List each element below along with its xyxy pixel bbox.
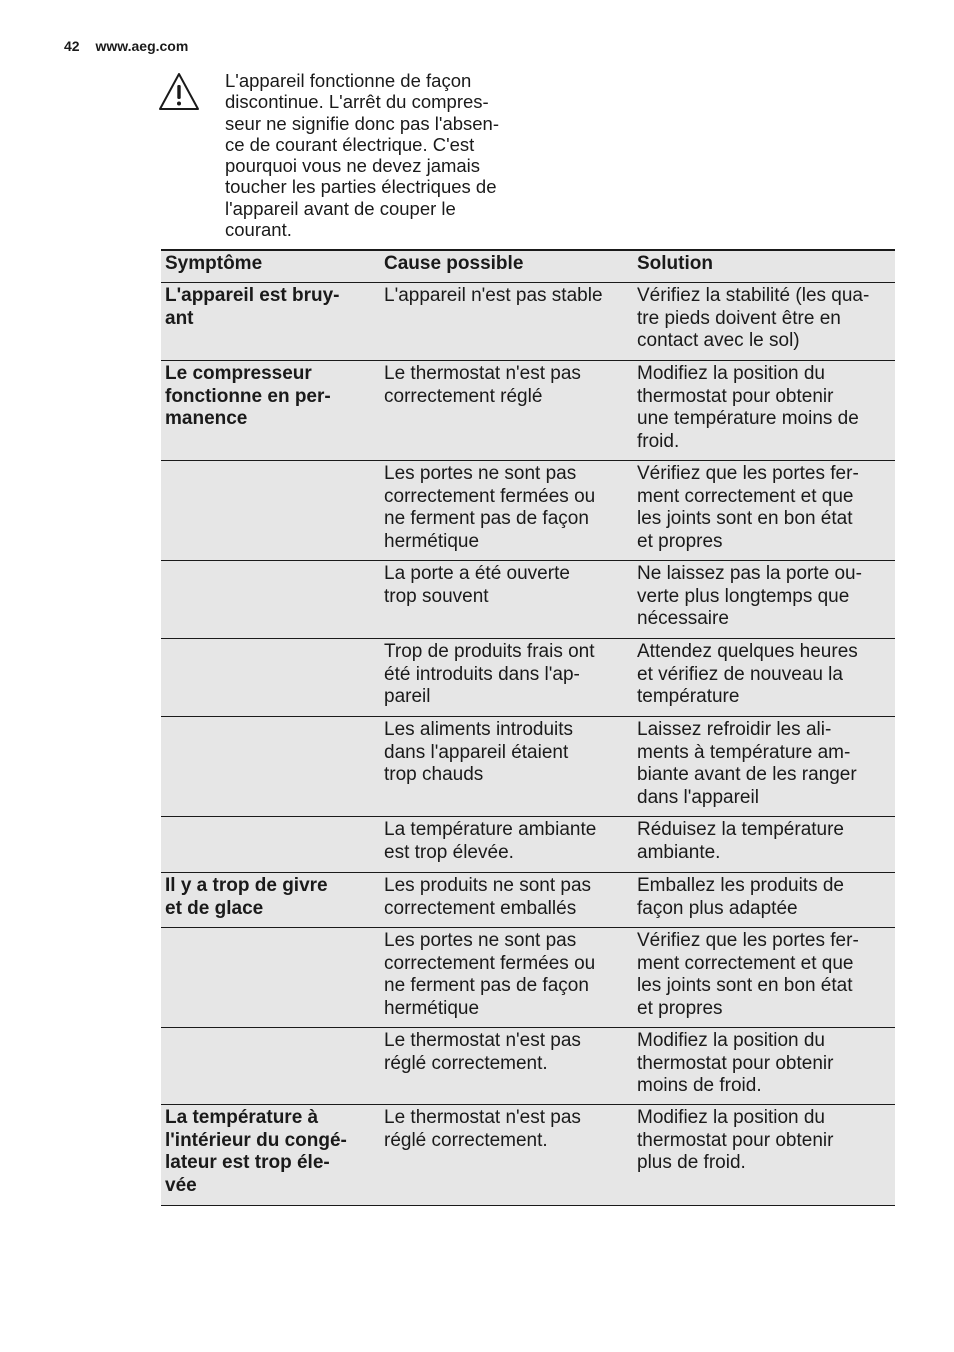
solution-line: froid.	[637, 430, 680, 452]
solution-cell	[633, 361, 895, 461]
warning-line: L'appareil fonctionne de façon	[225, 70, 472, 91]
table-row	[161, 1028, 895, 1105]
solution-cell	[633, 561, 895, 639]
cause-cell	[380, 817, 633, 873]
cause-line: Les aliments introduits	[384, 719, 574, 740]
table-header-row	[161, 250, 895, 283]
solution-line: Vérifiez la stabilité (les qua-	[637, 285, 870, 306]
symptom-cell	[161, 283, 380, 361]
solution-line: ment correctement et que	[637, 952, 854, 974]
solution-line: ambiante.	[637, 841, 721, 863]
table-row	[161, 817, 895, 873]
cause-line: dans l'appareil étaient	[384, 741, 569, 763]
solution-line: et propres	[637, 997, 723, 1019]
solution-line: Vérifiez que les portes fer-	[637, 463, 859, 484]
solution-line: Emballez les produits de	[637, 875, 844, 896]
cause-line: hermétique	[384, 530, 480, 552]
solution-line: Attendez quelques heures	[637, 641, 858, 662]
cause-line: ne ferment pas de façon	[384, 508, 589, 529]
solution-cell	[633, 283, 895, 361]
cause-line: Le thermostat n'est pas	[384, 1107, 581, 1128]
table-row	[161, 461, 895, 561]
symptom-line: lateur est trop éle-	[165, 1152, 330, 1173]
cause-line: est trop élevée.	[384, 841, 514, 863]
solution-line: ment correctement et que	[637, 485, 854, 507]
warning-line: l'appareil avant de couper le	[225, 197, 456, 219]
cause-cell	[380, 283, 633, 361]
cause-cell	[380, 461, 633, 561]
solution-line: Vérifiez que les portes fer-	[637, 930, 859, 951]
cause-line: trop chauds	[384, 764, 484, 785]
solution-line: nécessaire	[637, 608, 729, 629]
table-row	[161, 361, 895, 461]
solution-cell	[633, 873, 895, 928]
solution-cell	[633, 1028, 895, 1105]
cause-line: hermétique	[384, 997, 480, 1019]
warning-line: discontinue. L'arrêt du compres-	[225, 91, 489, 113]
warning-line: ce de courant électrique. C'est	[225, 133, 475, 155]
solution-line: et propres	[637, 530, 723, 552]
solution-line: Modifiez la position du	[637, 1107, 825, 1128]
solution-line: tre pieds doivent être en	[637, 307, 841, 329]
warning-line: pourquoi vous ne devez jamais	[225, 155, 481, 177]
solution-line: les joints sont en bon état	[637, 975, 853, 996]
symptom-cell	[161, 561, 380, 639]
cause-line: été introduits dans l'ap-	[384, 663, 580, 685]
solution-line: plus de froid.	[637, 1152, 746, 1173]
solution-cell	[633, 817, 895, 873]
table-row	[161, 873, 895, 928]
symptom-cell	[161, 361, 380, 461]
solution-line: et vérifiez de nouveau la	[637, 663, 843, 685]
solution-line: verte plus longtemps que	[637, 585, 850, 607]
solution-line: thermostat pour obtenir	[637, 1052, 834, 1074]
symptom-cell	[161, 1105, 380, 1206]
symptom-line: ant	[165, 307, 194, 329]
cause-line: réglé correctement.	[384, 1129, 548, 1151]
cause-line: correctement fermées ou	[384, 952, 596, 974]
cause-line: correctement fermées ou	[384, 485, 596, 507]
solution-line: Ne laissez pas la porte ou-	[637, 563, 862, 584]
cause-line: La porte a été ouverte	[384, 563, 570, 584]
solution-line: façon plus adaptée	[637, 897, 798, 919]
cause-line: Trop de produits frais ont	[384, 641, 595, 662]
cause-line: Les produits ne sont pas	[384, 875, 592, 896]
column-header-symptom: Symptôme	[161, 250, 380, 283]
cause-line: Les portes ne sont pas	[384, 463, 577, 484]
symptom-line: et de glace	[165, 897, 264, 919]
symptom-line: Il y a trop de givre	[165, 875, 328, 896]
cause-line: L'appareil n'est pas stable	[384, 285, 603, 306]
cause-cell	[380, 361, 633, 461]
cause-line: Le thermostat n'est pas	[384, 363, 581, 384]
table-row	[161, 717, 895, 817]
solution-line: thermostat pour obtenir	[637, 385, 834, 407]
solution-line: une température moins de	[637, 408, 859, 429]
symptom-cell	[161, 461, 380, 561]
solution-line: température	[637, 686, 740, 707]
solution-line: Réduisez la température	[637, 819, 844, 840]
cause-cell	[380, 928, 633, 1028]
site-url: www.aeg.com	[95, 38, 189, 54]
symptom-line: manence	[165, 408, 248, 429]
cause-line: Les portes ne sont pas	[384, 930, 577, 951]
cause-line: trop souvent	[384, 585, 489, 607]
cause-line: Le thermostat n'est pas	[384, 1030, 581, 1051]
cause-cell	[380, 1028, 633, 1105]
symptom-cell	[161, 1028, 380, 1105]
warning-triangle-icon	[158, 72, 200, 112]
solution-line: Modifiez la position du	[637, 1030, 825, 1051]
cause-line: correctement emballés	[384, 897, 577, 919]
table-row	[161, 928, 895, 1028]
cause-cell	[380, 561, 633, 639]
table-row	[161, 283, 895, 361]
warning-line: seur ne signifie donc pas l'absen-	[225, 112, 500, 134]
page-number: 42	[64, 38, 80, 54]
solution-line: biante avant de les ranger	[637, 764, 857, 785]
table-row	[161, 1105, 895, 1206]
cause-line: ne ferment pas de façon	[384, 975, 589, 996]
table-row	[161, 639, 895, 717]
solution-cell	[633, 1105, 895, 1206]
symptom-line: La température à	[165, 1107, 319, 1128]
solution-line: Laissez refroidir les ali-	[637, 719, 832, 740]
symptom-line: vée	[165, 1174, 197, 1196]
symptom-line: L'appareil est bruy-	[165, 285, 340, 306]
troubleshooting-table	[161, 249, 895, 1206]
solution-line: Modifiez la position du	[637, 363, 825, 384]
cause-cell	[380, 639, 633, 717]
warning-line: courant.	[225, 219, 292, 241]
cause-cell	[380, 1105, 633, 1206]
solution-cell	[633, 717, 895, 817]
cause-line: réglé correctement.	[384, 1052, 548, 1074]
symptom-cell	[161, 817, 380, 873]
solution-line: les joints sont en bon état	[637, 508, 853, 529]
cause-line: correctement réglé	[384, 385, 543, 407]
symptom-line: Le compresseur	[165, 363, 312, 384]
symptom-cell	[161, 928, 380, 1028]
cause-cell	[380, 717, 633, 817]
cause-line: La température ambiante	[384, 819, 597, 840]
solution-cell	[633, 928, 895, 1028]
symptom-cell	[161, 873, 380, 928]
solution-line: ments à température am-	[637, 741, 851, 763]
solution-line: thermostat pour obtenir	[637, 1129, 834, 1151]
warning-text	[225, 70, 525, 240]
warning-line: toucher les parties électriques de	[225, 176, 497, 198]
solution-line: moins de froid.	[637, 1075, 762, 1096]
symptom-line: fonctionne en per-	[165, 385, 331, 407]
column-header-solution: Solution	[633, 250, 895, 283]
column-header-cause: Cause possible	[380, 250, 633, 283]
symptom-cell	[161, 639, 380, 717]
page-header	[64, 38, 188, 54]
solution-cell	[633, 639, 895, 717]
solution-line: contact avec le sol)	[637, 330, 800, 351]
solution-line: dans l'appareil	[637, 786, 759, 808]
cause-cell	[380, 873, 633, 928]
symptom-cell	[161, 717, 380, 817]
cause-line: pareil	[384, 686, 431, 707]
symptom-line: l'intérieur du congé-	[165, 1129, 347, 1151]
solution-cell	[633, 461, 895, 561]
table-row	[161, 561, 895, 639]
